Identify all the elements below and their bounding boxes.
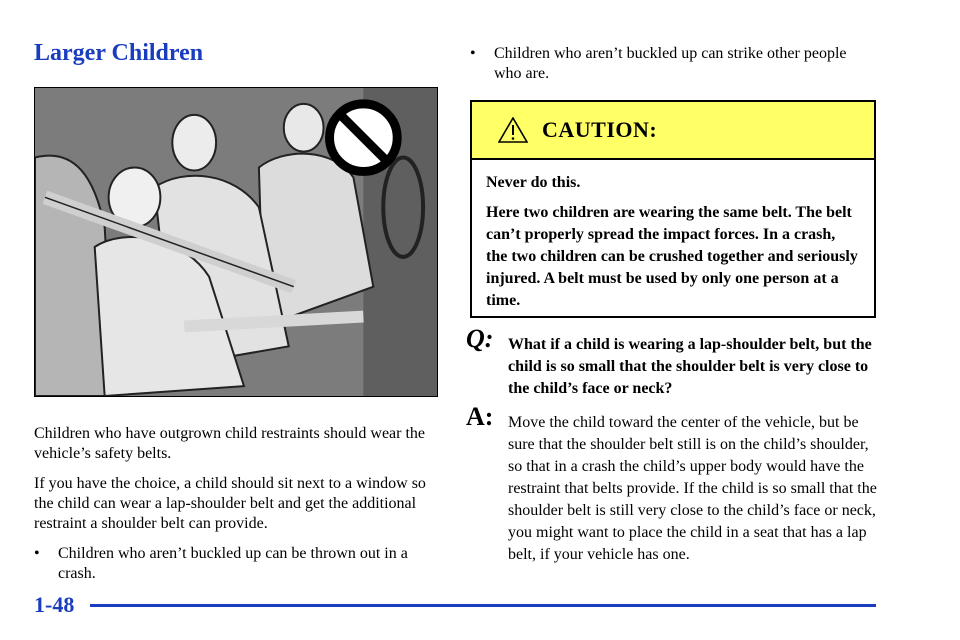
- bullet-strike-others: [470, 44, 870, 94]
- caution-header: [472, 102, 874, 160]
- bullet-icon: •: [470, 45, 476, 62]
- bullet-text: Children who aren’t buckled up can be thrown out in a crash.: [58, 545, 408, 582]
- page-number: 1-48: [34, 592, 75, 617]
- caution-line-explanation: Here two children are wearing the same belt. The belt can’t properly spread the impact forces. In a crash, the two children can be crushed together and seriously injured. A belt must be used by only one person at a time.: [486, 204, 858, 309]
- two-children-sharing-belt-illustration: [34, 87, 438, 397]
- bullet-thrown-out: [34, 544, 444, 584]
- caution-line-never: Never do this.: [486, 174, 581, 191]
- bullet-icon: •: [34, 545, 40, 562]
- bullet-text: Children who aren’t buckled up can strike other people who are.: [494, 45, 847, 82]
- left-column-text: [34, 424, 444, 594]
- question-mark: Q:: [466, 324, 494, 353]
- answer-block: [466, 402, 886, 566]
- bullet-item: [470, 44, 870, 84]
- page-title: Larger Children: [34, 40, 204, 66]
- answer-mark: A:: [466, 402, 494, 431]
- caution-box: [470, 100, 876, 318]
- question-text: What if a child is wearing a lap‑shoulder belt, but the child is so small that the shoulder belt is very close to the child’s face or neck?: [508, 336, 872, 397]
- footer-rule: [90, 604, 876, 607]
- question-block: [466, 324, 886, 400]
- prohibition-icon: [330, 104, 398, 172]
- caution-body: [472, 160, 874, 312]
- paragraph-window-seat: If you have the choice, a child should sit next to a window so the child can wear a lap‑shoulder belt and get the additional restraint a shoulder belt can provide.: [34, 475, 426, 532]
- paragraph-outgrown-restraints: Children who have outgrown child restraints should wear the vehicle’s safety belts.: [34, 425, 426, 462]
- warning-triangle-icon: [498, 117, 528, 143]
- answer-text: Move the child toward the center of the vehicle, but be sure that the shoulder belt still is on the child’s shoulder, so that in a crash the child’s upper body would have the restraint that belts provide. If the child is so small that the shoulder belt is still very close to the child’s face or neck, you might want to place the child in a seat that has a lap belt, if your vehicle has one.: [508, 414, 877, 563]
- illustration-graphic: [35, 88, 437, 396]
- caution-title: CAUTION:: [542, 117, 658, 142]
